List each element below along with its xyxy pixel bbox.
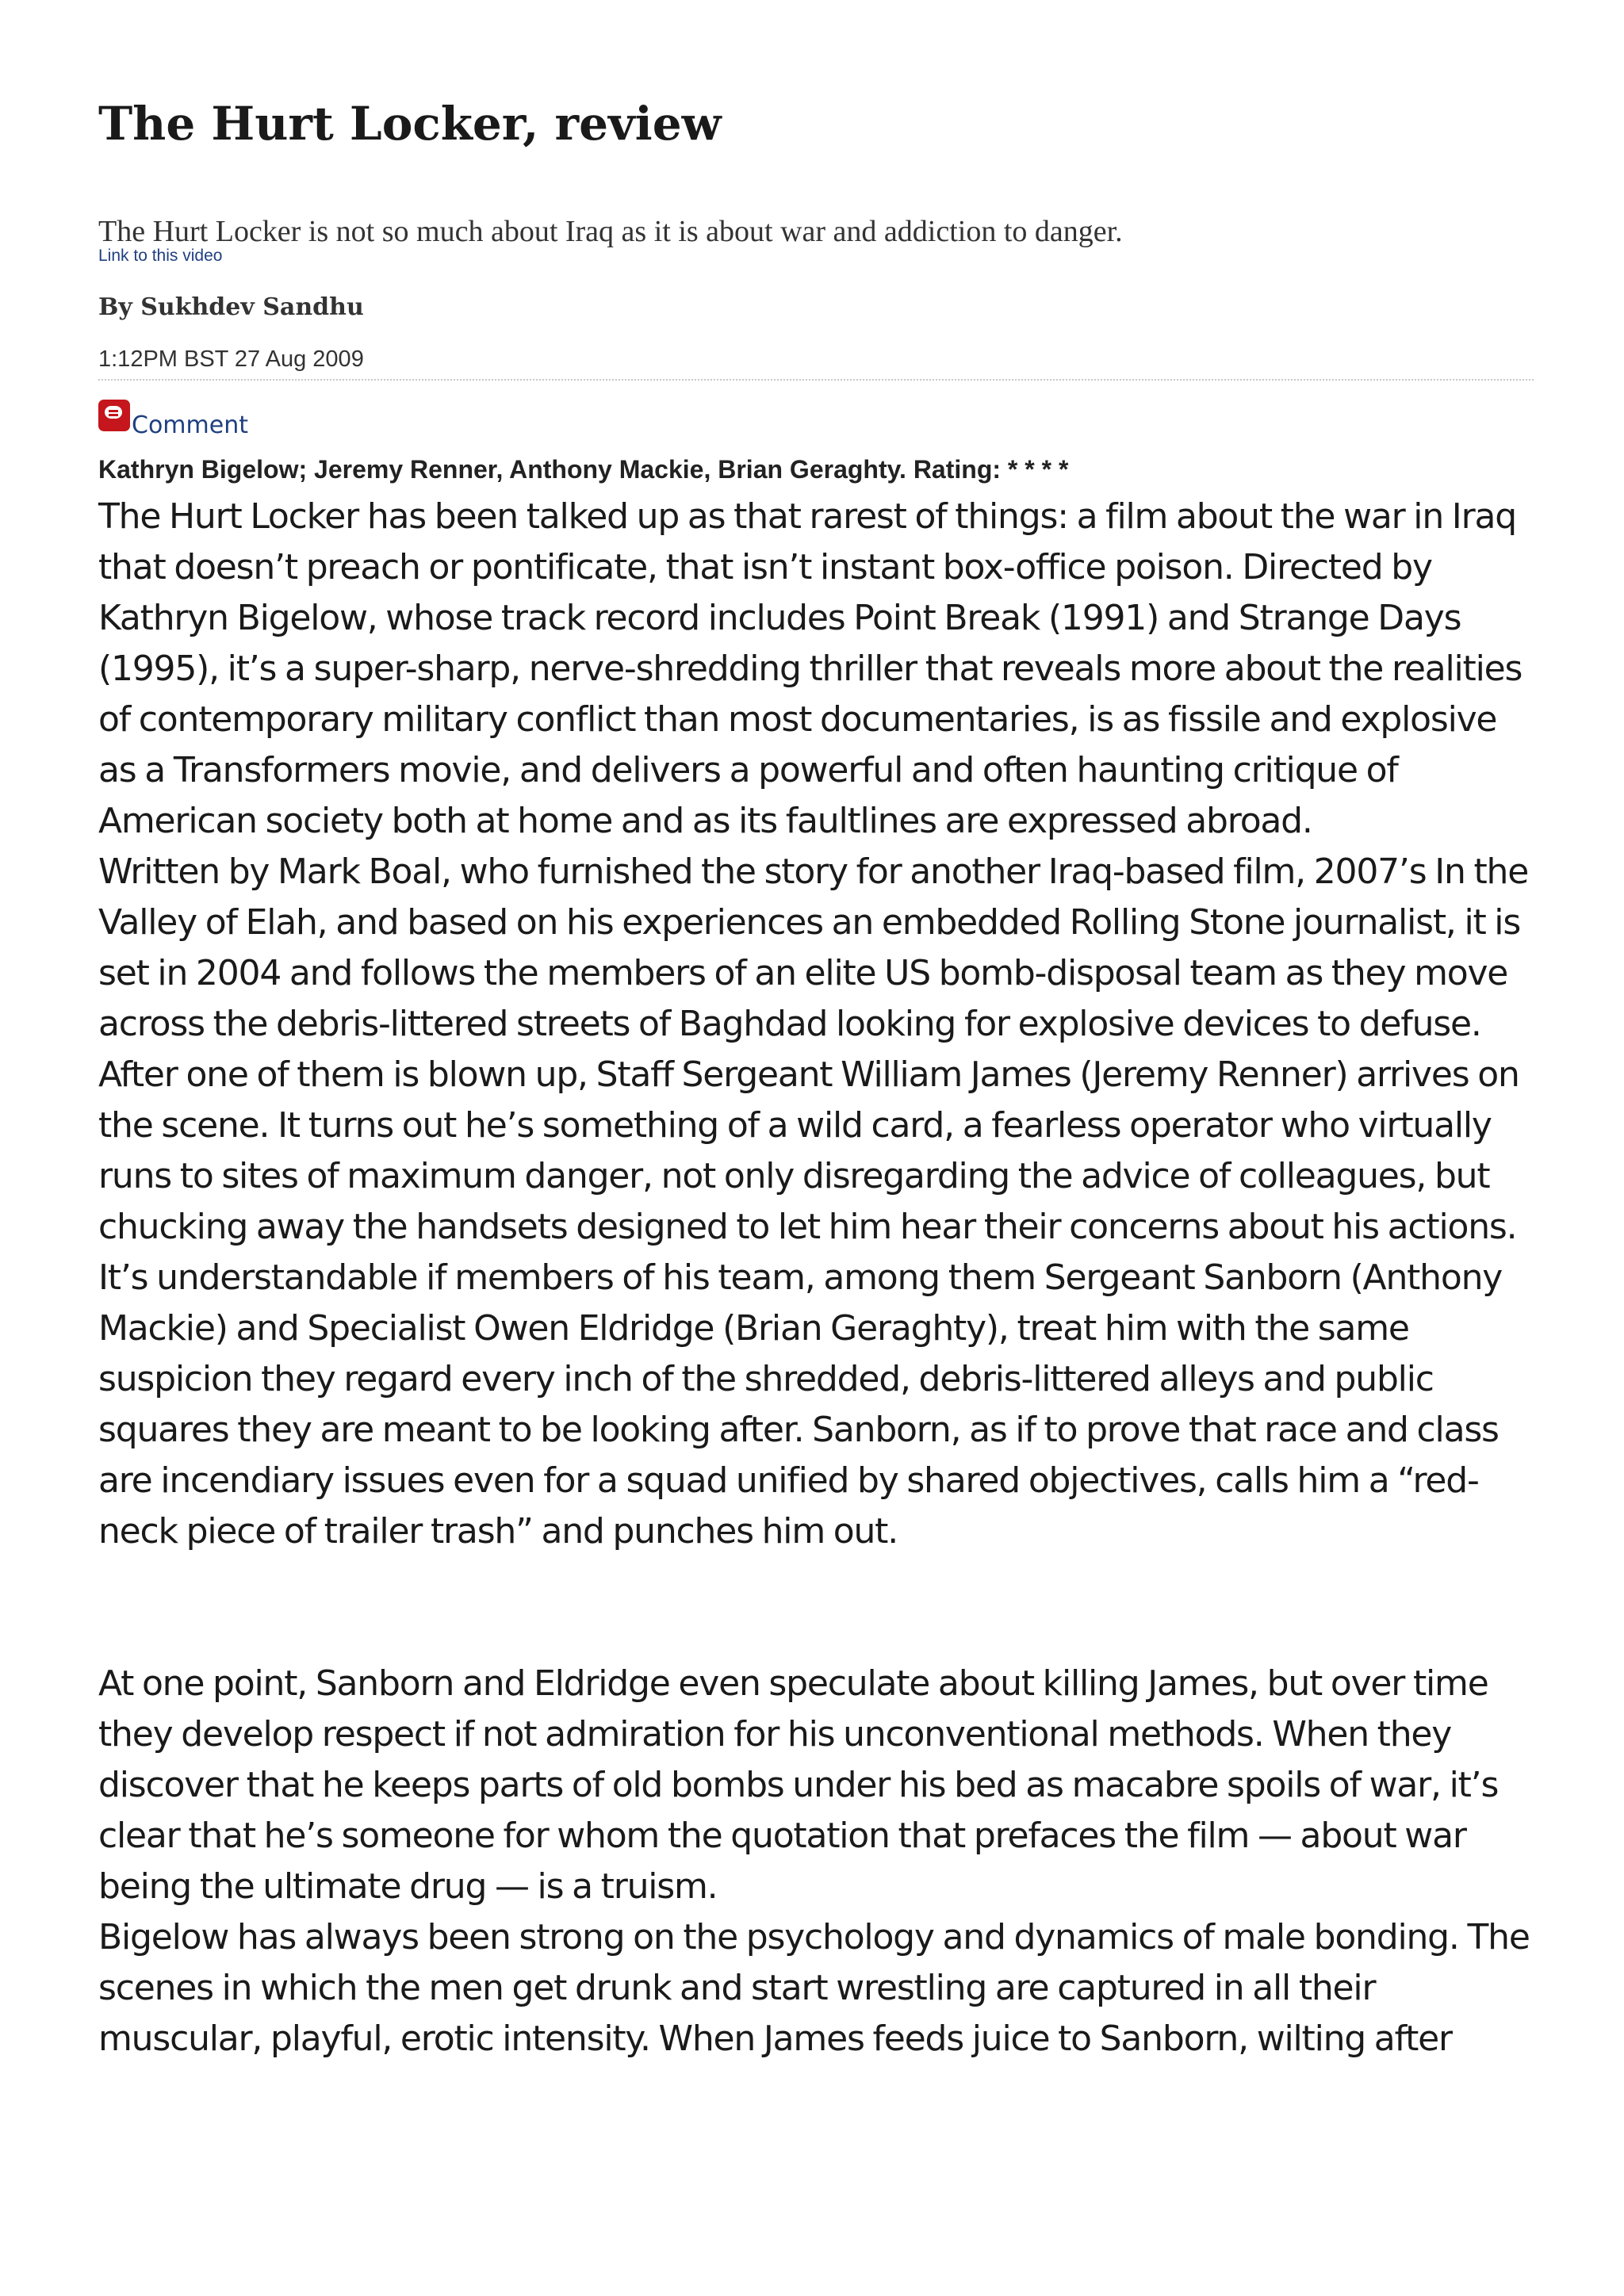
- article: [98, 95, 1534, 2059]
- byline: By Sukhdev Sandhu: [98, 293, 364, 321]
- body-paragraph: The Hurt Locker has been talked up as that rarest of things: a film about the war in Iraq that doesn’t preach or pontificate, that isn’t instant box-office poison. Directed by Kathryn Bigelow, whose track record includes Point Break (1991) and Strange Days (1995), it’s a super-sharp, nerve-shredding thriller that reveals more about the realities of contemporary military conflict than most documentaries, is as fissile and explosive as a Transformers movie, and delivers a powerful and often haunting critique of American society both at home and as its faultlines are expressed abroad.: [98, 496, 1522, 841]
- article-body: [98, 492, 1534, 2064]
- body-paragraph: After one of them is blown up, Staff Sergeant William James (Jeremy Renner) arrives on the scene. It turns out he’s something of a wild card, a fearless operator who virtually runs to sites of maximum danger, not only disregarding the advice of colleagues, but chucking away the handsets designed to let him hear their concerns about his actions.: [98, 1054, 1519, 1247]
- film-credits: Kathryn Bigelow; Jeremy Renner, Anthony Mackie, Brian Geraghty. Rating: * * * *: [98, 455, 1069, 484]
- body-paragraph: At one point, Sanborn and Eldridge even speculate about killing James, but over time they develop respect if not admiration for his unconventional methods. When they discover that he keeps parts of old bombs under his bed as macabre spoils of war, it’s clear that he’s someone for whom the quotation that prefaces the film — about war being the ultimate drug — is a truism.: [98, 1663, 1499, 1907]
- speech-bubble-icon[interactable]: [98, 400, 130, 431]
- timestamp: 1:12PM BST 27 Aug 2009: [98, 346, 364, 372]
- article-title: The Hurt Locker, review: [98, 97, 722, 151]
- comment-link-row[interactable]: [98, 400, 248, 439]
- body-paragraph: Bigelow has always been strong on the psychology and dynamics of male bonding. The scenes in which the men get drunk and start wrestling are captured in all their muscular, playful, erotic intensity. When James feeds juice to Sanborn, wilting after: [98, 1917, 1530, 2059]
- body-paragraph: Written by Mark Boal, who furnished the story for another Iraq-based film, 2007’s In the Valley of Elah, and based on his experiences an embedded Rolling Stone journalist, it is set in 2004 and follows the members of an elite US bomb-disposal team as they move across the debris-littered streets of Baghdad looking for explosive devices to defuse.: [98, 851, 1529, 1044]
- divider: [98, 379, 1534, 381]
- comment-link[interactable]: Comment: [132, 411, 248, 439]
- video-link[interactable]: Link to this video: [98, 247, 223, 265]
- article-standfirst: The Hurt Locker is not so much about Iraq as it is about war and addiction to danger.: [98, 215, 1123, 248]
- body-paragraph: It’s understandable if members of his team, among them Sergeant Sanborn (Anthony Mackie) and Specialist Owen Eldridge (Brian Geraghty), treat him with the same suspicion they regard every inch of the shredded, debris-littered alleys and public squares they are meant to be looking after. Sanborn, as if to prove that race and class are incendiary issues even for a squad unified by shared objectives, calls him a “red-neck piece of trailer trash” and punches him out.: [98, 1257, 1503, 1552]
